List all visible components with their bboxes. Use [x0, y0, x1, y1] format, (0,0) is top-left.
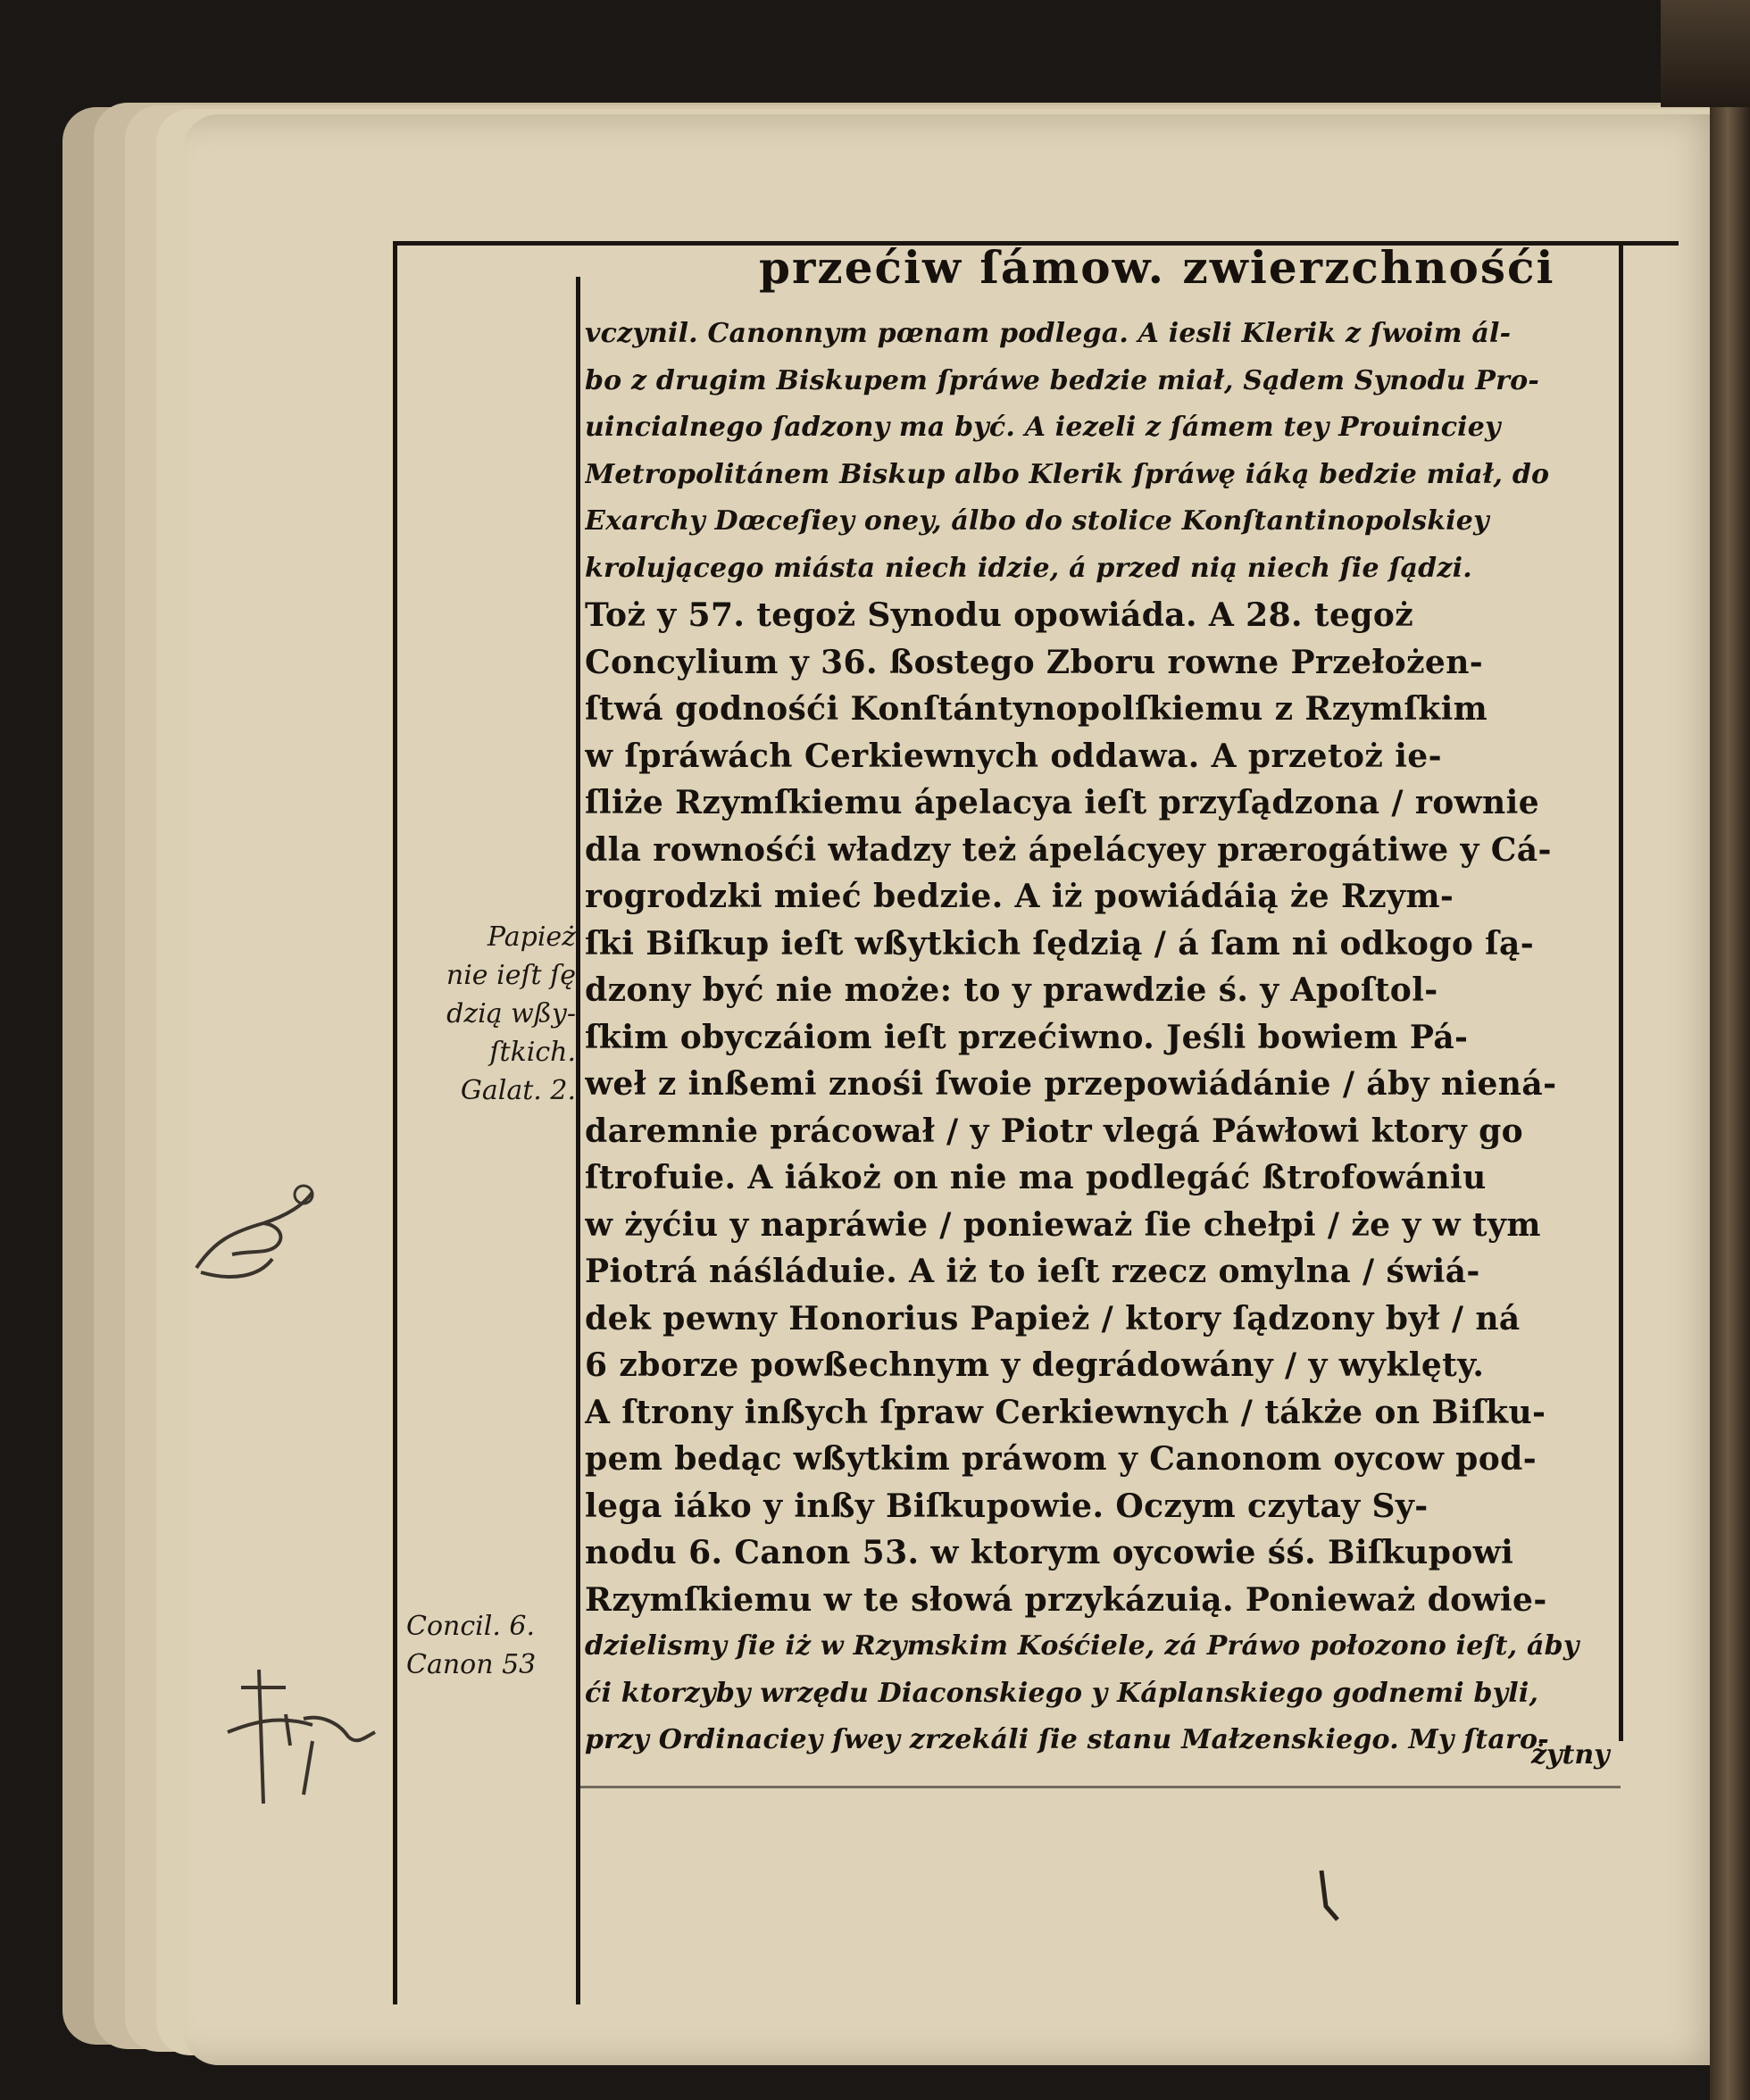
margin-note-papiez: [402, 918, 576, 1110]
text-line: w ſpráwách Cerkiewnych oddawa. A przetoż ie-: [585, 737, 1442, 775]
text-line: dla rownośći władzy też ápelácyey prærogátiwe y Cá-: [585, 830, 1552, 869]
text-line: dek pewny Honorius Papież / ktory ſądzony był / ná: [585, 1299, 1521, 1338]
text-line: Toż y 57. tegoż Synodu opowiáda. A 28. tegoż: [585, 596, 1414, 634]
text-line: 6 zborze powßechnym y degrádowány / y wyklęty.: [585, 1346, 1485, 1384]
margin-note-line: dzią wßy-: [446, 998, 576, 1029]
handwritten-scribble: [179, 1661, 384, 1812]
text-line: Metropolitánem Biskup albo Klerik ſpráwę iáką bedzie miał, do: [585, 458, 1550, 490]
text-line: ći ktorzyby wrzędu Diaconskiego y Káplanskiego godnemi byli,: [585, 1677, 1539, 1709]
next-volume-edge: [1661, 0, 1750, 107]
text-line: ſkim obyczáiom ieſt przećiwno. Jeśli bowiem Pá-: [585, 1018, 1469, 1056]
text-line: bo z drugim Biskupem ſpráwe bedzie miał, Sądem Synodu Pro-: [585, 364, 1539, 396]
text-line: ſki Biſkup ieſt wßytkich ſędzią / á ſam ni odkogo ſą-: [585, 924, 1535, 962]
running-title: przećiw ſámow. zwierzchnośći: [759, 241, 1555, 294]
text-line: Exarchy Dœceſiey oney, álbo do stolice Konſtantinopolskiey: [585, 505, 1489, 537]
text-line: rogrodzki mieć bedzie. A iż powiádáią że Rzym-: [585, 878, 1454, 915]
text-line: Piotrá náśláduie. A iż to ieſt rzecz omylna / świá-: [585, 1253, 1480, 1290]
text-line: A ſtrony inßych ſpraw Cerkiewnych / tákże on Biſku-: [585, 1393, 1546, 1431]
margin-note-line: ſtkich.: [489, 1037, 576, 1068]
text-line: ſtwá godnośći Konſtántynopolſkiemu z Rzymſkim: [585, 690, 1488, 728]
text-line: Concylium y 36. ßostego Zboru rowne Przełożen-: [585, 643, 1484, 681]
margin-note-line: Canon 53: [406, 1649, 537, 1680]
margin-note-line: nie ieſt ſę: [446, 960, 576, 991]
text-line: ſliże Rzymſkiemu ápelacya ieſt przyſądzona / rownie: [585, 784, 1540, 821]
margin-note-line: Concil. 6.: [406, 1611, 536, 1642]
text-line: w żyćiu y napráwie / ponieważ ſie chełpi / że y w tym: [585, 1205, 1541, 1244]
ink-mark: [1312, 1866, 1348, 1938]
text-line: weł z inßemi znośi ſwoie przepowiádánie / áby niená-: [585, 1065, 1557, 1103]
body-text: [585, 311, 1621, 1764]
margin-note-concil: [406, 1607, 576, 1684]
text-line: krolującego miásta niech idzie, á przed nią niech ſie ſądzi.: [585, 552, 1472, 584]
frame-rule-margin: [576, 277, 580, 2004]
text-line: daremnie prácował / y Piotr vlegá Páwłowi ktory go: [585, 1112, 1524, 1150]
book-binding: [1710, 0, 1750, 2100]
text-line: pem bedąc wßytkim práwom y Canonom oycow pod-: [585, 1440, 1538, 1478]
margin-note-line: Papież: [487, 921, 576, 953]
text-line: uincialnego ſadzony ma być. A iezeli z ſámem tey Prouinciey: [585, 412, 1501, 443]
frame-rule-bottom: [580, 1786, 1621, 1788]
text-line: lega iáko y inßy Biſkupowie. Oczym czytay Sy-: [585, 1487, 1429, 1525]
frame-rule-left: [393, 241, 397, 2004]
text-line: Rzymſkiemu w te słowá przykázuią. Ponieważ dowie-: [585, 1580, 1547, 1619]
text-line: ſtrofuie. A iákoż on nie ma podlegáć ßtrofowániu: [585, 1159, 1487, 1196]
text-line: przy Ordinaciey ſwey zrzekáli ſie stanu Małzenskiego. My ſtaro-: [585, 1724, 1549, 1755]
text-line: nodu 6. Canon 53. w ktorym oycowie śś. Biſkupowi: [585, 1534, 1514, 1571]
manicule-drawing: [179, 1170, 330, 1295]
margin-note-line: Galat. 2.: [460, 1075, 576, 1106]
text-line: vczynil. Canonnym pœnam podlega. A iesli Klerik z ſwoim ál-: [585, 318, 1512, 349]
catchword: żytny: [1531, 1739, 1610, 1771]
text-line: dzielismy ſie iż w Rzymskim Kośćiele, zá Práwo połozono ieſt, áby: [585, 1630, 1579, 1662]
text-line: dzony być nie może: to y prawdzie ś. y Apoſtol-: [585, 971, 1438, 1009]
